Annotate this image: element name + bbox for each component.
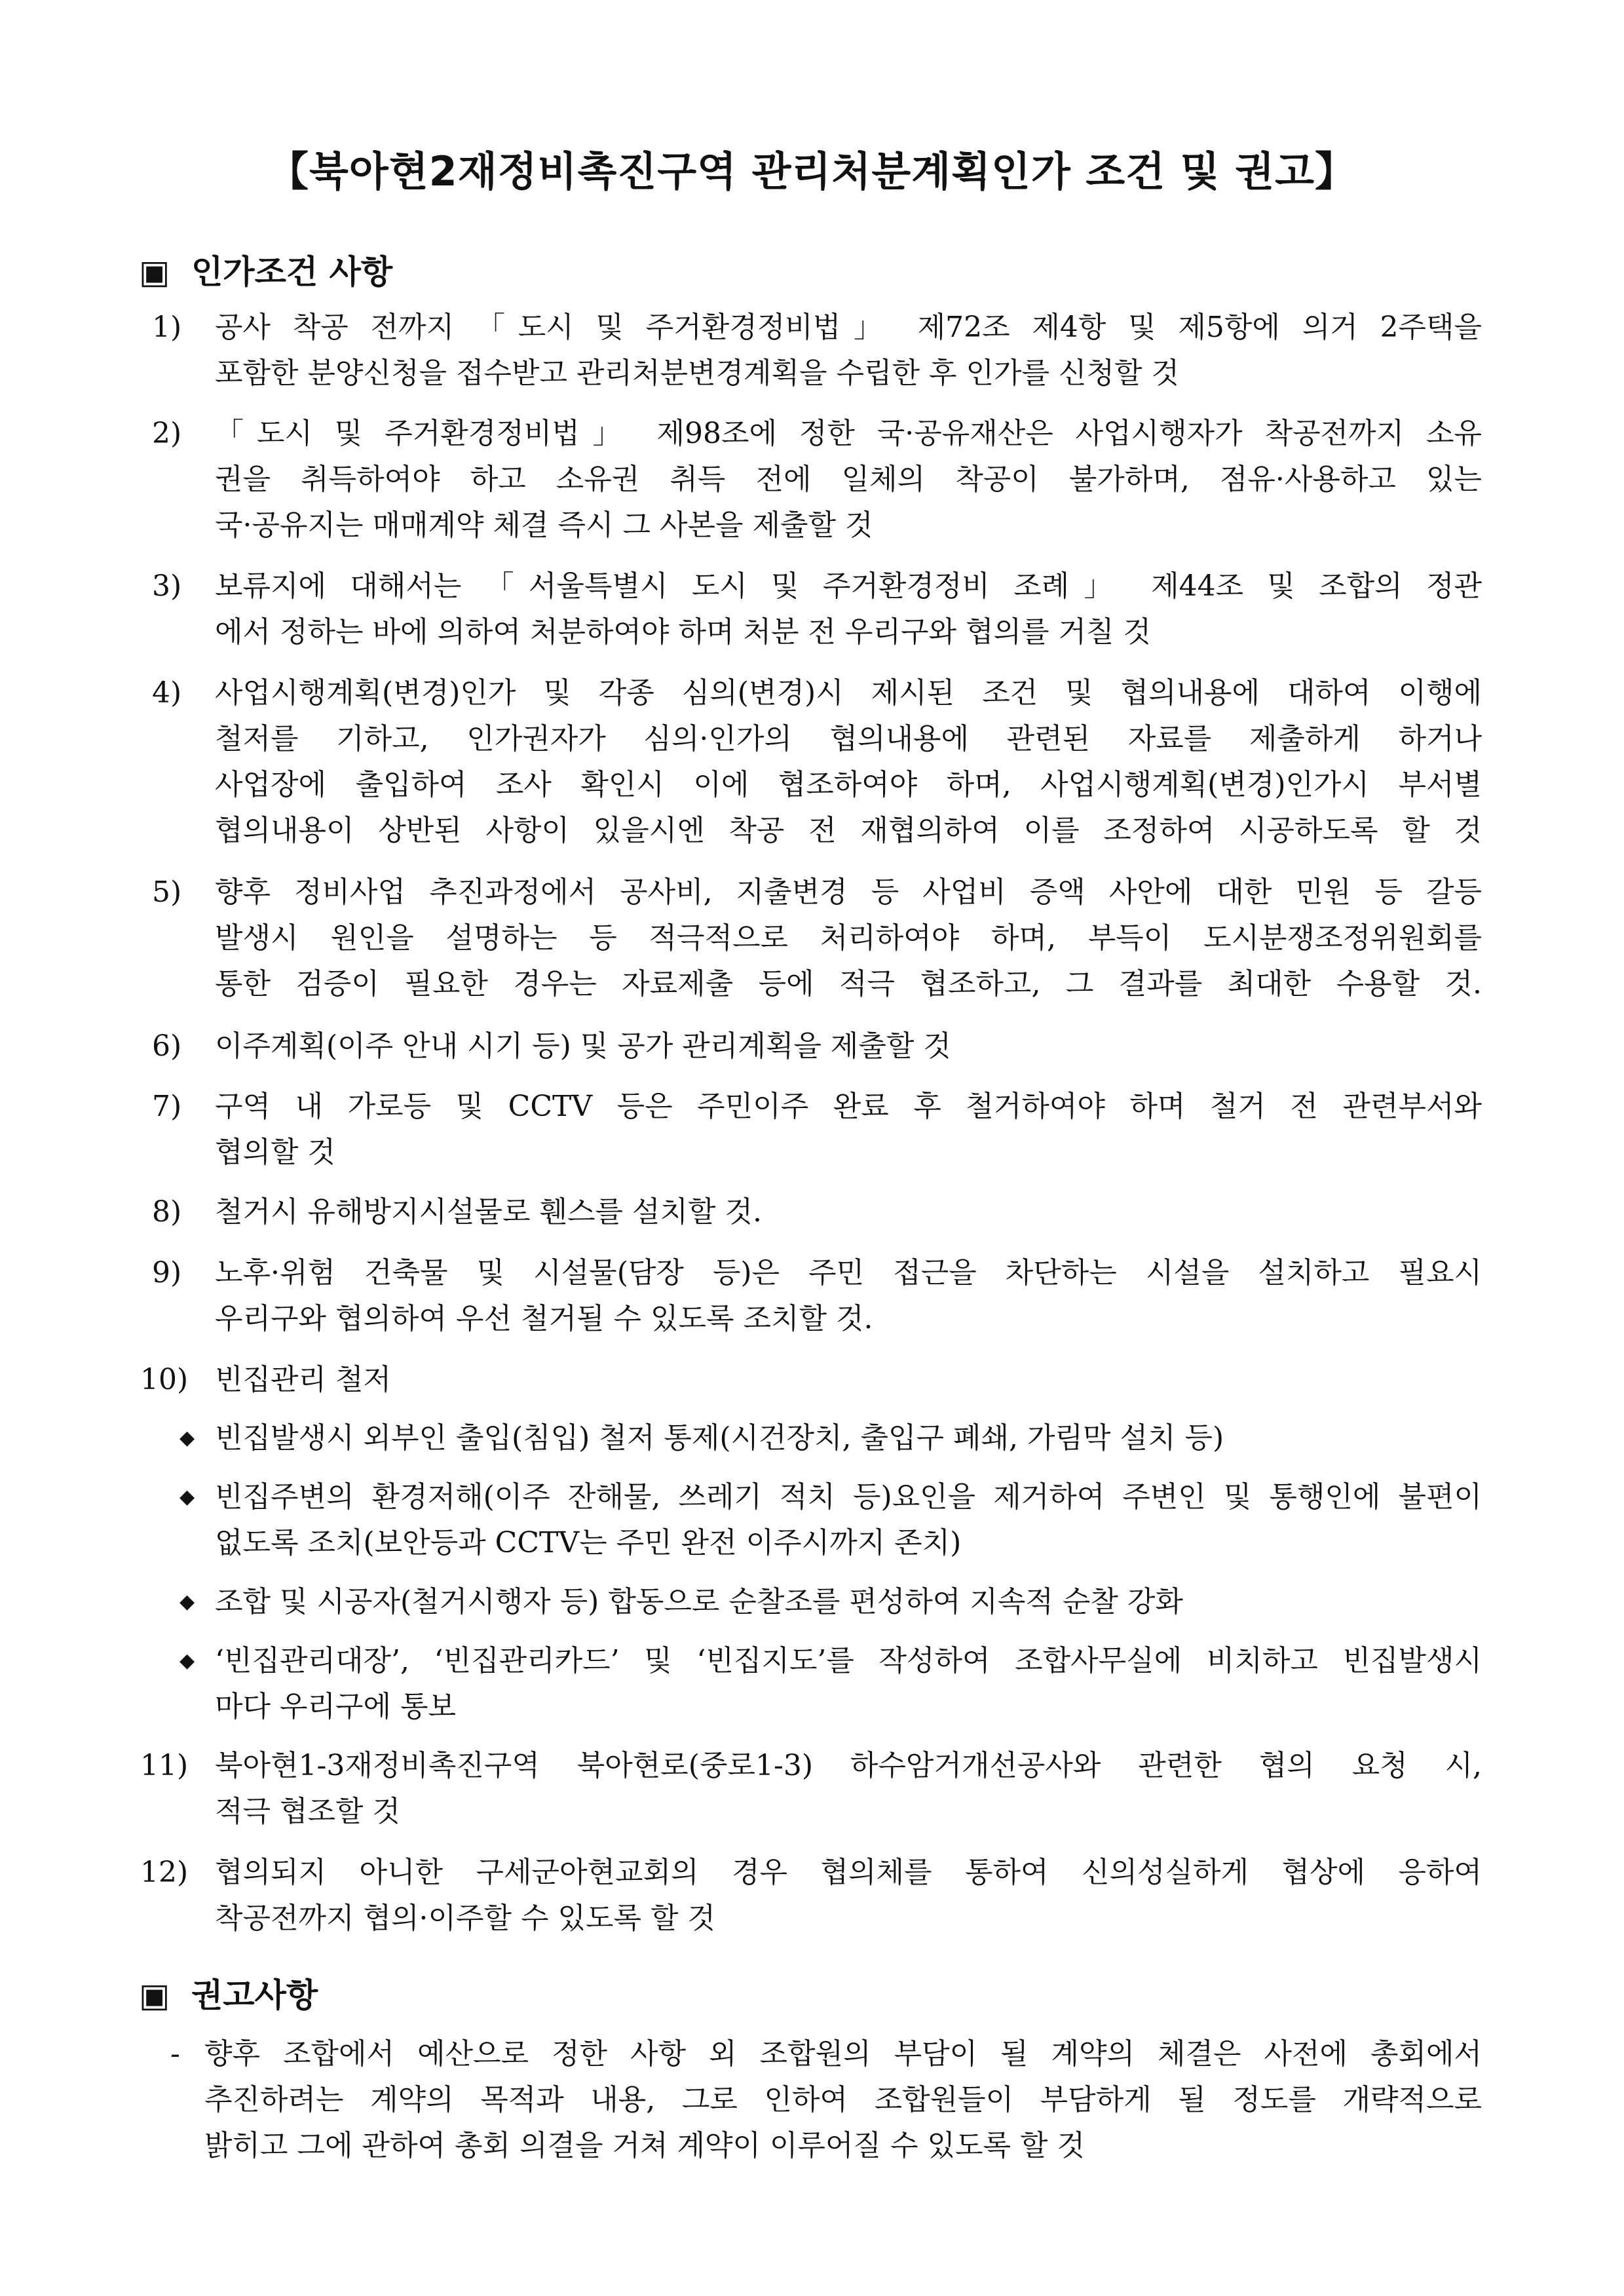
item-line: 적극 협조할 것 xyxy=(215,1795,400,1828)
item-line: 철저를 기하고, 인가권자가 심의·인가의 협의내용에 관련된 자료를 제출하게 하거나 xyxy=(215,722,1482,756)
item-number: 5) xyxy=(152,875,182,909)
condition-item-2 xyxy=(152,411,1482,548)
condition-item-3 xyxy=(152,564,1482,655)
item-line: 에서 정하는 바에 의하여 처분하여야 하며 처분 전 우리구와 협의를 거칠 것 xyxy=(215,615,1151,649)
square-marker-icon: ▣ xyxy=(139,253,170,291)
bullet-line: 조합 및 시공자(철거시행자 등) 합동으로 순찰조를 편성하여 지속적 순찰 강화 xyxy=(215,1585,1183,1618)
item-line: 포함한 분양신청을 접수받고 관리처분변경계획을 수립한 후 인가를 신청할 것 xyxy=(215,356,1180,390)
item-line: 협의내용이 상반된 사항이 있을시엔 착공 전 재협의하여 이를 조정하여 시공하도록 할 것 xyxy=(215,814,1482,847)
bullet-item xyxy=(173,1474,1482,1566)
item-number: 3) xyxy=(152,569,182,603)
bullet-item xyxy=(173,1579,1482,1625)
item-number: 10) xyxy=(140,1363,189,1396)
square-marker-icon: ▣ xyxy=(139,1976,170,2014)
condition-item-9 xyxy=(152,1250,1482,1342)
item-number: 2) xyxy=(152,417,182,450)
recommendation-line: 밝히고 그에 관하여 총회 의결을 거쳐 계약이 이루어질 수 있도록 할 것 xyxy=(204,2129,1085,2162)
recommendation-line: 추진하려는 계약의 목적과 내용, 그로 인하여 조합원들이 부담하게 될 정도를 개략적으로 xyxy=(204,2083,1482,2116)
item-number: 4) xyxy=(152,676,182,710)
section-heading-text: 권고사항 xyxy=(191,1976,318,2014)
condition-item-10 xyxy=(140,1357,1482,1403)
item-number: 8) xyxy=(152,1195,182,1229)
bullet-line: 마다 우리구에 통보 xyxy=(215,1690,457,1723)
item-line: 공사 착공 전까지 「도시 및 주거환경정비법」 제72조 제4항 및 제5항에 의거 2주택을 xyxy=(215,311,1482,344)
page-title: 【북아현2재정비촉진구역 관리처분계획인가 조건 및 권고】 xyxy=(268,147,1356,195)
condition-item-6 xyxy=(152,1024,1482,1069)
item-line: 「도시 및 주거환경정비법」 제98조에 정한 국·공유재산은 사업시행자가 착공전까지 소유 xyxy=(215,417,1482,450)
dash-marker: - xyxy=(170,2037,180,2071)
item-number: 6) xyxy=(152,1029,182,1063)
item-line: 빈집관리 철저 xyxy=(215,1363,392,1396)
section-heading-conditions xyxy=(139,246,392,293)
condition-item-7 xyxy=(152,1084,1482,1176)
item-line: 북아현1-3재정비촉진구역 북아현로(중로1-3) 하수암거개선공사와 관련한 협의 요청 시, xyxy=(215,1749,1482,1782)
item-line: 향후 정비사업 추진과정에서 공사비, 지출변경 등 사업비 증액 사안에 대한 민원 등 갈등 xyxy=(215,875,1482,909)
item-line: 사업시행계획(변경)인가 및 각종 심의(변경)시 제시된 조건 및 협의내용에 대하여 이행에 xyxy=(215,676,1482,710)
section-heading-recommendation xyxy=(139,1969,318,2016)
section-heading-text: 인가조건 사항 xyxy=(191,253,393,291)
diamond-bullet-icon: ◆ xyxy=(179,1590,195,1613)
item-line: 발생시 원인을 설명하는 등 적극적으로 처리하여야 하며, 부득이 도시분쟁조정위원회를 xyxy=(215,921,1482,955)
item-number: 12) xyxy=(140,1856,189,1889)
item-number: 11) xyxy=(140,1749,189,1782)
diamond-bullet-icon: ◆ xyxy=(179,1649,195,1672)
item-line: 사업장에 출입하여 조사 확인시 이에 협조하여야 하며, 사업시행계획(변경)인가시 부서별 xyxy=(215,768,1482,801)
item-line: 착공전까지 협의·이주할 수 있도록 할 것 xyxy=(215,1902,715,1935)
item-line: 노후·위험 건축물 및 시설물(담장 등)은 주민 접근을 차단하는 시설을 설치하고 필요시 xyxy=(215,1256,1482,1290)
condition-item-8 xyxy=(152,1189,1482,1235)
item-line: 철거시 유해방지시설물로 휀스를 설치할 것. xyxy=(215,1195,763,1229)
item-number: 7) xyxy=(152,1090,182,1123)
bullet-line: 빈집주변의 환경저해(이주 잔해물, 쓰레기 적치 등)요인을 제거하여 주변인 및 통행인에 불편이 xyxy=(215,1480,1482,1514)
item-line: 구역 내 가로등 및 CCTV 등은 주민이주 완료 후 철거하여야 하며 철거 전 관련부서와 xyxy=(215,1090,1482,1123)
condition-item-11 xyxy=(140,1743,1482,1835)
bullet-line: 없도록 조치(보안등과 CCTV는 주민 완전 이주시까지 존치) xyxy=(215,1526,962,1559)
item-number: 1) xyxy=(152,311,182,344)
item-line: 통한 검증이 필요한 경우는 자료제출 등에 적극 협조하고, 그 결과를 최대한 수용할 것. xyxy=(215,967,1482,1001)
diamond-bullet-icon: ◆ xyxy=(179,1485,195,1508)
item-line: 우리구와 협의하여 우선 철거될 수 있도록 조치할 것. xyxy=(215,1302,873,1335)
item-line: 국·공유지는 매매계약 체결 즉시 그 사본을 제출할 것 xyxy=(215,508,873,542)
item-line: 협의할 것 xyxy=(215,1136,336,1169)
recommendation-item xyxy=(170,2031,1482,2169)
item-line: 보류지에 대해서는 「서울특별시 도시 및 주거환경정비 조례」 제44조 및 조합의 정관 xyxy=(215,569,1482,603)
bullet-line: 빈집발생시 외부인 출입(침입) 철저 통제(시건장치, 출입구 폐쇄, 가림막 설치 등) xyxy=(215,1421,1224,1455)
item-number: 9) xyxy=(152,1256,182,1290)
recommendation-line: 향후 조합에서 예산으로 정한 사항 외 조합원의 부담이 될 계약의 체결은 사전에 총회에서 xyxy=(204,2037,1482,2071)
bullet-line: ‘빈집관리대장’, ‘빈집관리카드’ 및 ‘빈집지도’를 작성하여 조합사무실에 비치하고 빈집발생시 xyxy=(215,1644,1482,1677)
condition-item-4 xyxy=(152,670,1482,854)
bullet-item xyxy=(173,1415,1482,1461)
condition-item-5 xyxy=(152,870,1482,1007)
condition-item-1 xyxy=(152,305,1482,396)
item-line: 권을 취득하여야 하고 소유권 취득 전에 일체의 착공이 불가하며, 점유·사용하고 있는 xyxy=(215,463,1482,496)
diamond-bullet-icon: ◆ xyxy=(179,1426,195,1449)
item-line: 협의되지 아니한 구세군아현교회의 경우 협의체를 통하여 신의성실하게 협상에 응하여 xyxy=(215,1856,1482,1889)
item-line: 이주계획(이주 안내 시기 등) 및 공가 관리계획을 제출할 것 xyxy=(215,1029,951,1063)
condition-item-12 xyxy=(140,1850,1482,1942)
bullet-item xyxy=(173,1638,1482,1730)
